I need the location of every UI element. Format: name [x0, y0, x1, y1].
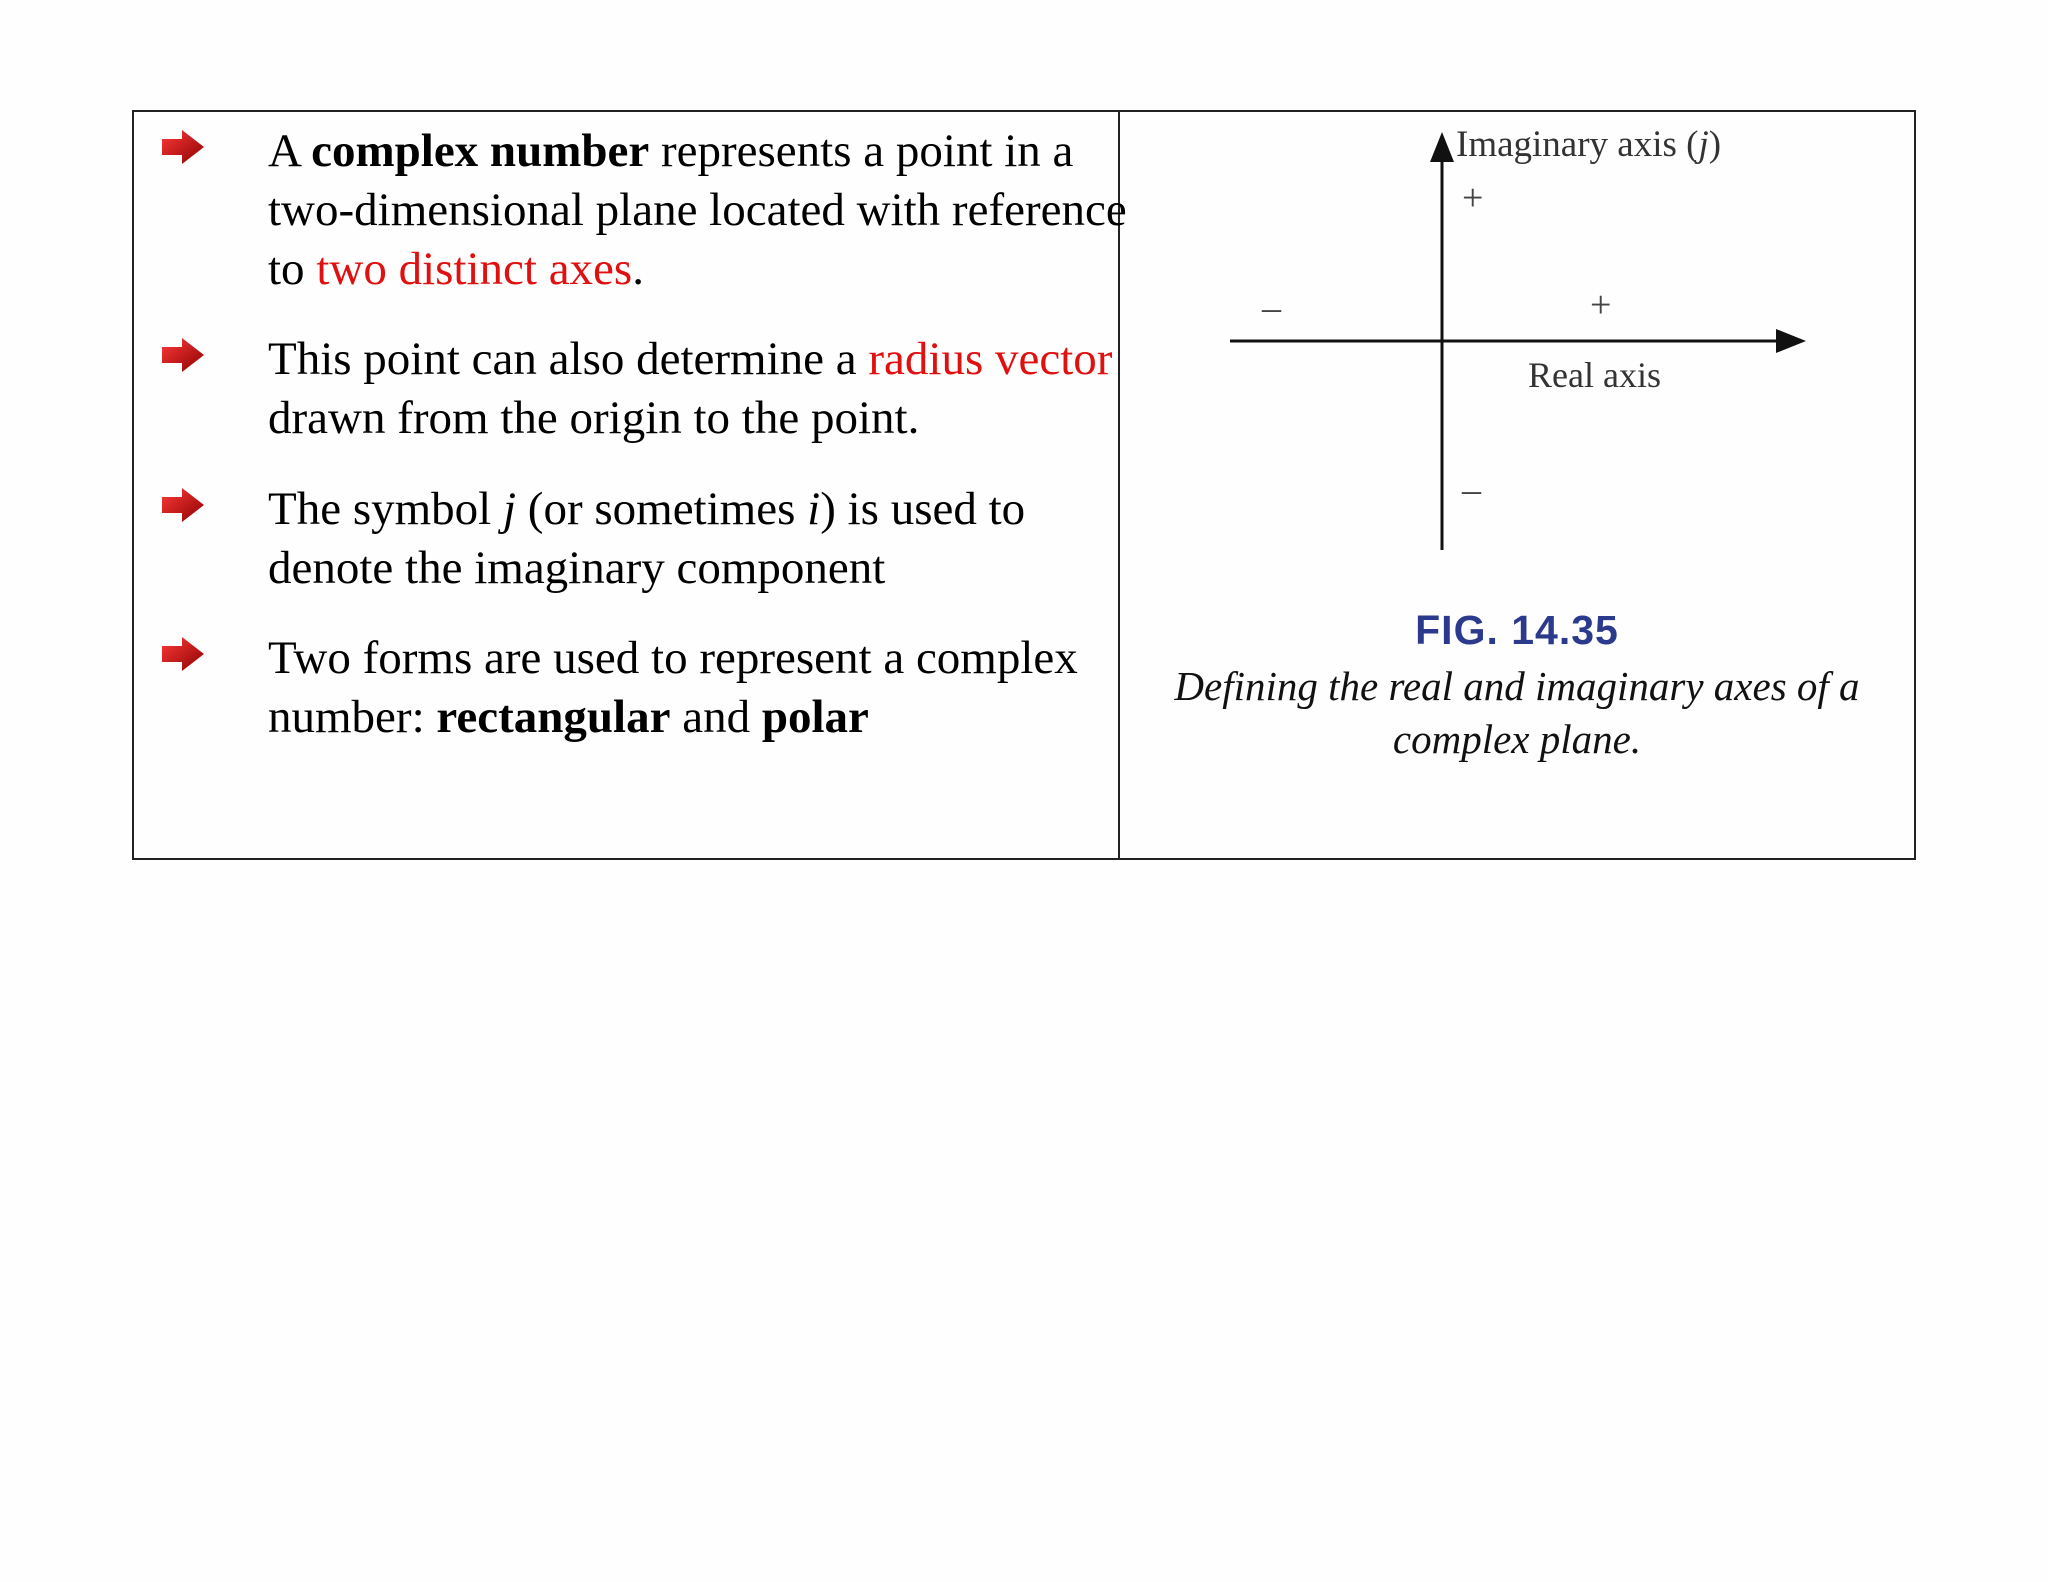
text-run: A	[268, 125, 312, 177]
plus-sign-right: +	[1590, 284, 1612, 326]
figure-column	[1120, 112, 1914, 858]
minus-sign-bottom: –	[1462, 469, 1481, 511]
plus-sign-top: +	[1462, 177, 1484, 219]
figure-number: FIG. 14.35	[1415, 607, 1619, 653]
bullet-text	[268, 330, 1128, 448]
text-run: drawn from the origin to the point.	[268, 392, 920, 444]
text-run: ) is used to denote the imaginary component	[268, 483, 1026, 594]
bullet-text	[268, 629, 1128, 747]
bold-term: polar	[761, 691, 869, 743]
red-arrow-icon	[162, 488, 204, 522]
red-arrow-icon	[162, 637, 204, 671]
text-run: The symbol	[268, 483, 503, 535]
text-run: and	[670, 691, 762, 743]
minus-sign-left: –	[1262, 287, 1281, 329]
italic-symbol: i	[807, 483, 821, 535]
italic-symbol: j	[502, 483, 517, 535]
text-run: represents a point in a two-dimensional plane located with reference to	[268, 125, 1127, 295]
bullet-text	[268, 480, 1128, 598]
red-arrow-icon	[162, 338, 204, 372]
bold-term: rectangular	[436, 691, 671, 743]
text-run: This point can also determine a	[268, 333, 869, 385]
bullet-text	[268, 122, 1128, 299]
figure-caption: Defining the real and imaginary axes of a complex plane.	[1174, 663, 1860, 762]
content-table	[132, 110, 1916, 860]
text-run: Two forms are used to represent a complex number:	[268, 632, 1078, 743]
real-axis-label: Real axis	[1528, 355, 1661, 395]
text-run: (or sometimes	[516, 483, 808, 535]
highlight-term: radius vector	[868, 333, 1113, 385]
highlight-term: two distinct axes	[316, 243, 633, 295]
complex-plane-diagram	[1120, 112, 1916, 592]
text-run: .	[632, 243, 644, 295]
red-arrow-icon	[162, 130, 204, 164]
imaginary-axis-label: Imaginary axis (j)	[1456, 124, 1722, 165]
bold-term: complex number	[311, 125, 650, 177]
bullet-column	[134, 112, 1127, 858]
